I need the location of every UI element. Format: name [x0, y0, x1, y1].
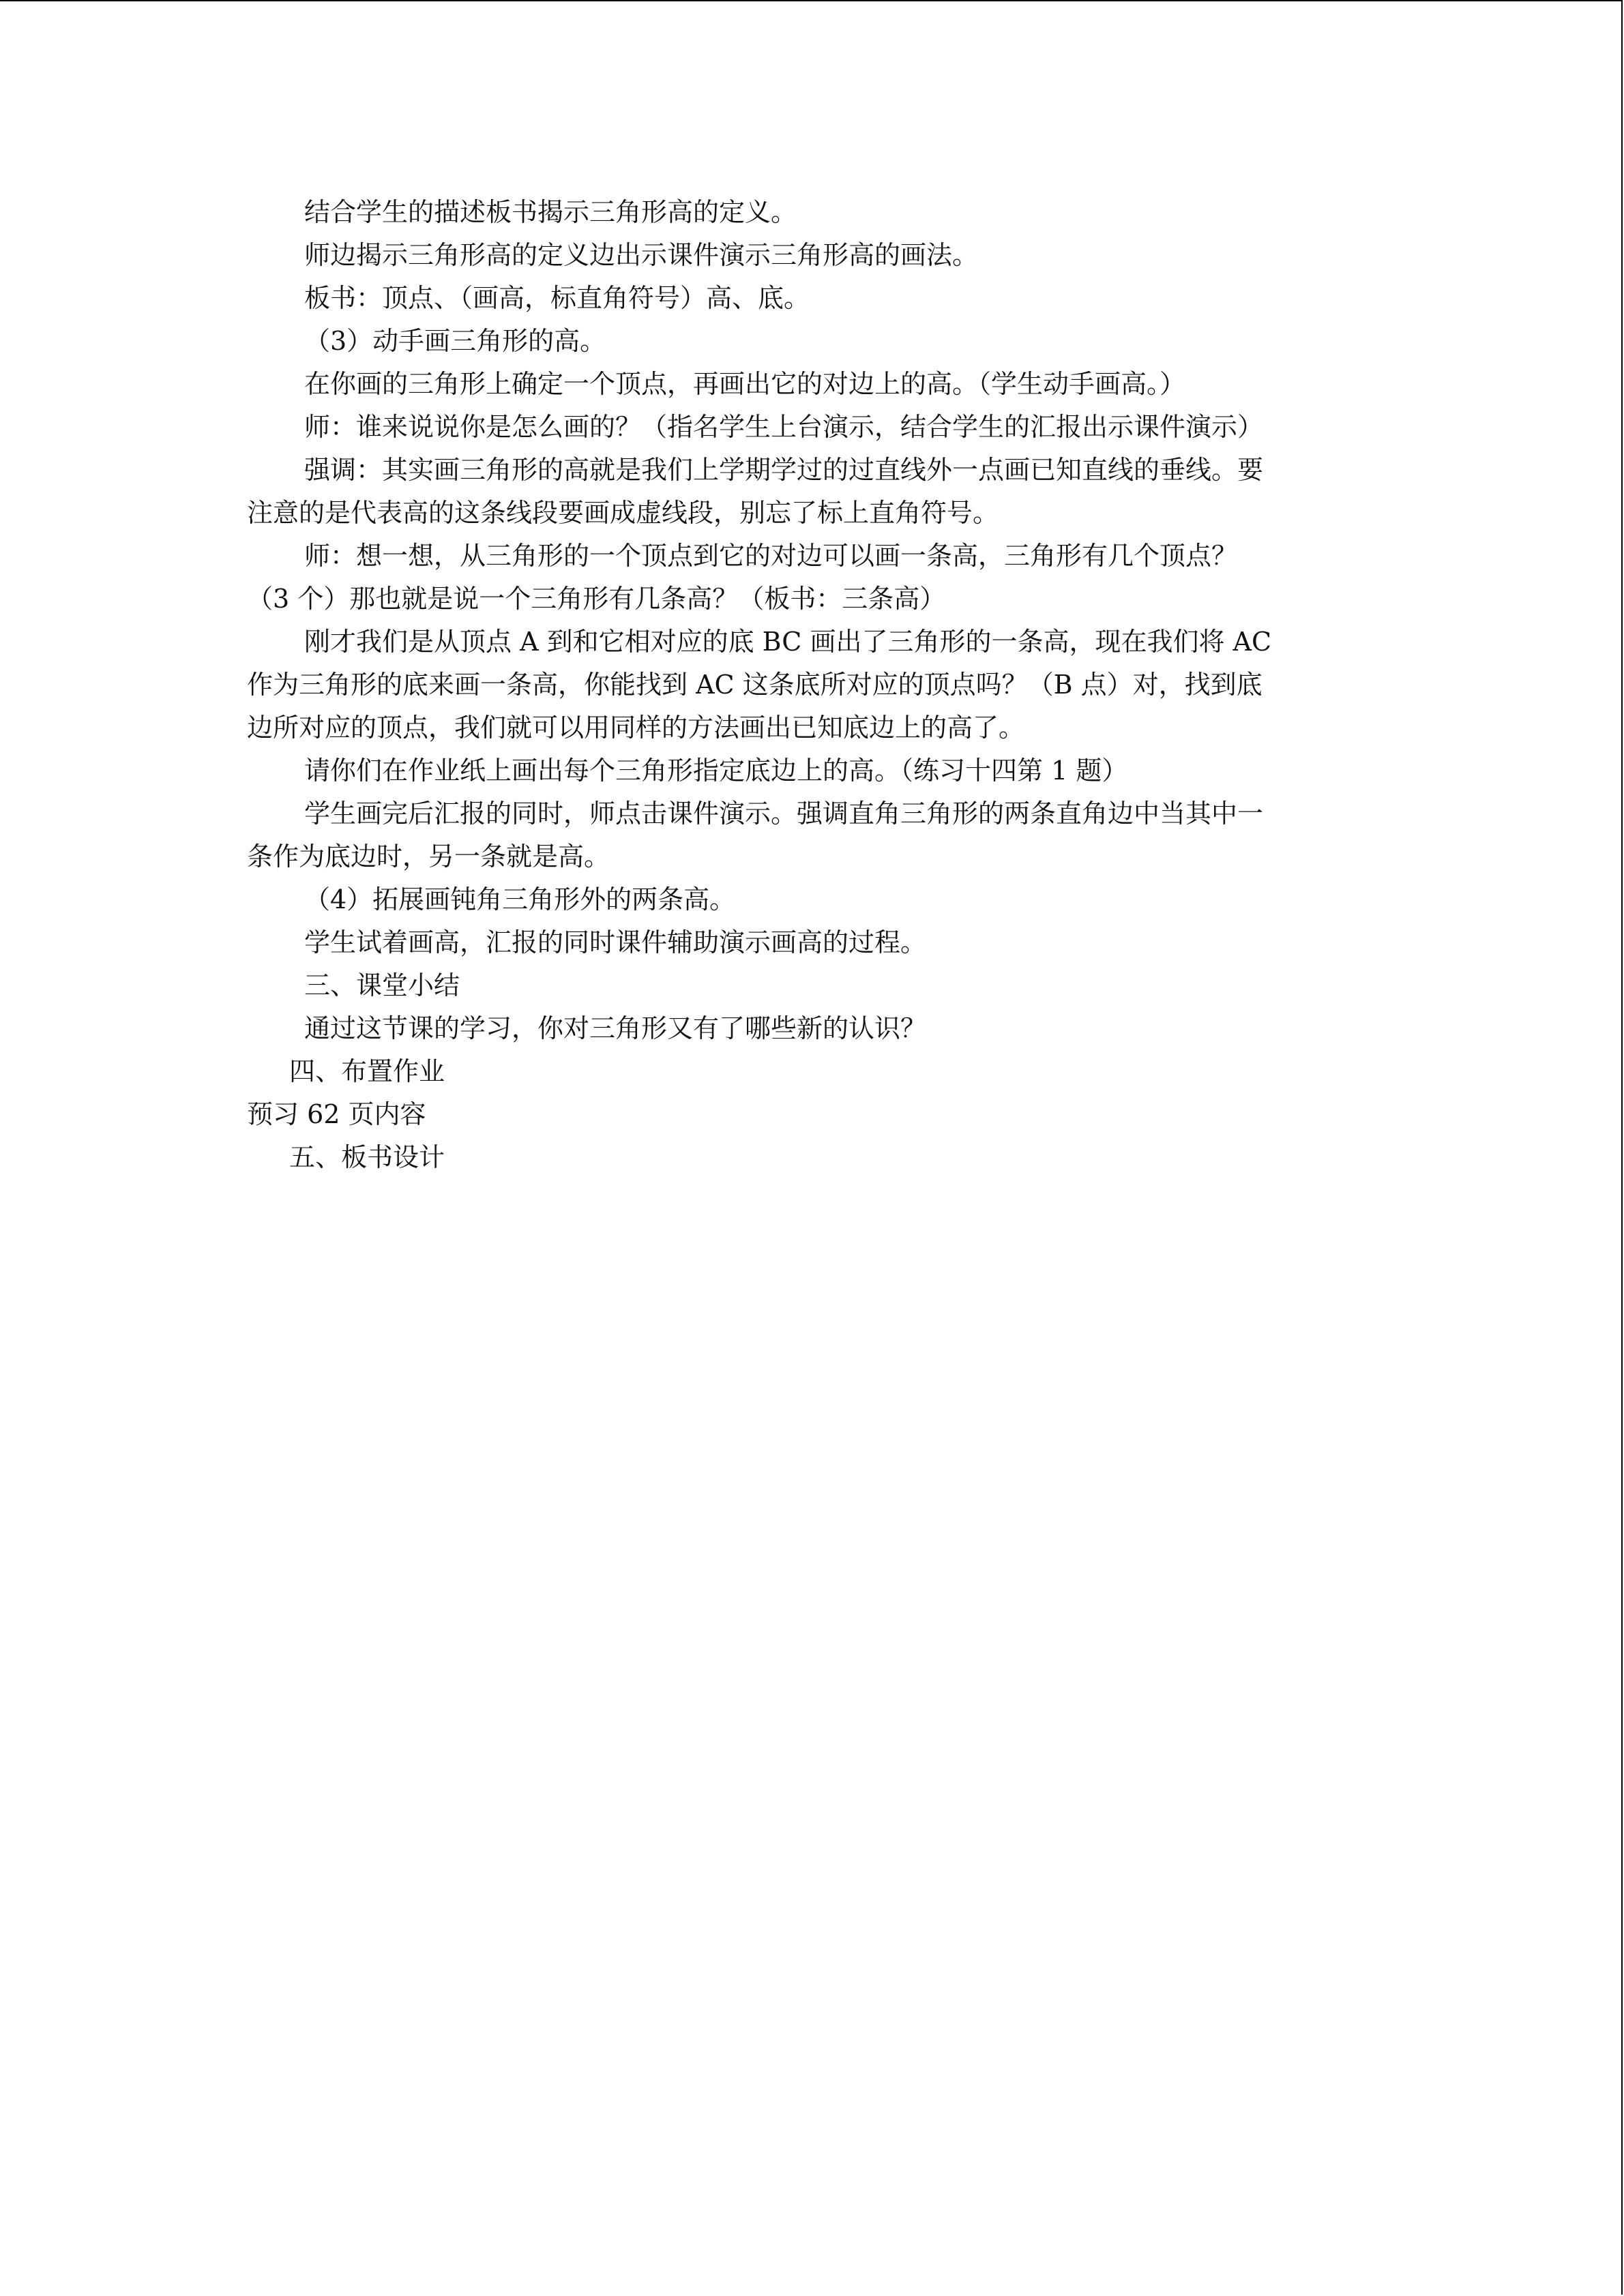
paragraph-step-3: （3）动手画三角形的高。 [304, 326, 606, 356]
paragraph-emphasis-line-2: 注意的是代表高的这条线段要画成虚线段，别忘了标上直角符号。 [247, 498, 999, 528]
paragraph-right-triangle-line-2: 条作为底边时，另一条就是高。 [247, 841, 610, 871]
paragraph-step-4: （4）拓展画钝角三角形外的两条高。 [304, 884, 736, 914]
paragraph-ac-base-line-3: 边所对应的顶点，我们就可以用同样的方法画出已知底边上的高了。 [247, 713, 1025, 743]
section-summary-heading: 三、课堂小结 [304, 970, 460, 1000]
section-homework-heading: 四、布置作业 [289, 1056, 445, 1086]
paragraph-ac-base-line-1: 刚才我们是从顶点 A 到和它相对应的底 BC 画出了三角形的一条高，现在我们将 AC [304, 627, 1272, 657]
paragraph-exercise: 请你们在作业纸上画出每个三角形指定底边上的高。（练习十四第 1 题） [304, 756, 1128, 786]
paragraph-teacher-question: 师：谁来说说你是怎么画的？（指名学生上台演示，结合学生的汇报出示课件演示） [304, 412, 1264, 442]
paragraph-ac-base [247, 621, 1365, 749]
paragraph-emphasis [247, 449, 1365, 535]
paragraph-demo: 师边揭示三角形高的定义边出示课件演示三角形高的画法。 [304, 240, 979, 270]
document-body [247, 191, 1365, 1179]
paragraph-right-triangle-line-1: 学生画完后汇报的同时，师点击课件演示。强调直角三角形的两条直角边中当其中一 [304, 799, 1264, 829]
paragraph-draw-height: 在你画的三角形上确定一个顶点，再画出它的对边上的高。（学生动手画高。） [304, 369, 1186, 399]
paragraph-homework: 预习 62 页内容 [247, 1099, 426, 1129]
section-board-design-heading: 五、板书设计 [289, 1142, 445, 1172]
paragraph-board-note: 板书：顶点、（画高，标直角符号）高、底。 [304, 283, 810, 313]
paragraph-definition: 结合学生的描述板书揭示三角形高的定义。 [304, 197, 797, 227]
paragraph-student-try: 学生试着画高，汇报的同时课件辅助演示画高的过程。 [304, 927, 927, 957]
paragraph-three-heights-line-2: （3 个）那也就是说一个三角形有几条高？（板书：三条高） [247, 584, 946, 614]
paragraph-three-heights [247, 535, 1365, 621]
paragraph-emphasis-line-1: 强调：其实画三角形的高就是我们上学期学过的过直线外一点画已知直线的垂线。要 [304, 455, 1264, 485]
paragraph-summary-question: 通过这节课的学习，你对三角形又有了哪些新的认识？ [304, 1013, 927, 1043]
paragraph-three-heights-line-1: 师：想一想，从三角形的一个顶点到它的对边可以画一条高，三角形有几个顶点？ [304, 541, 1238, 571]
paragraph-right-triangle [247, 792, 1365, 878]
paragraph-ac-base-line-2: 作为三角形的底来画一条高，你能找到 AC 这条底所对应的顶点吗？（B 点）对，找到底 [247, 670, 1263, 700]
